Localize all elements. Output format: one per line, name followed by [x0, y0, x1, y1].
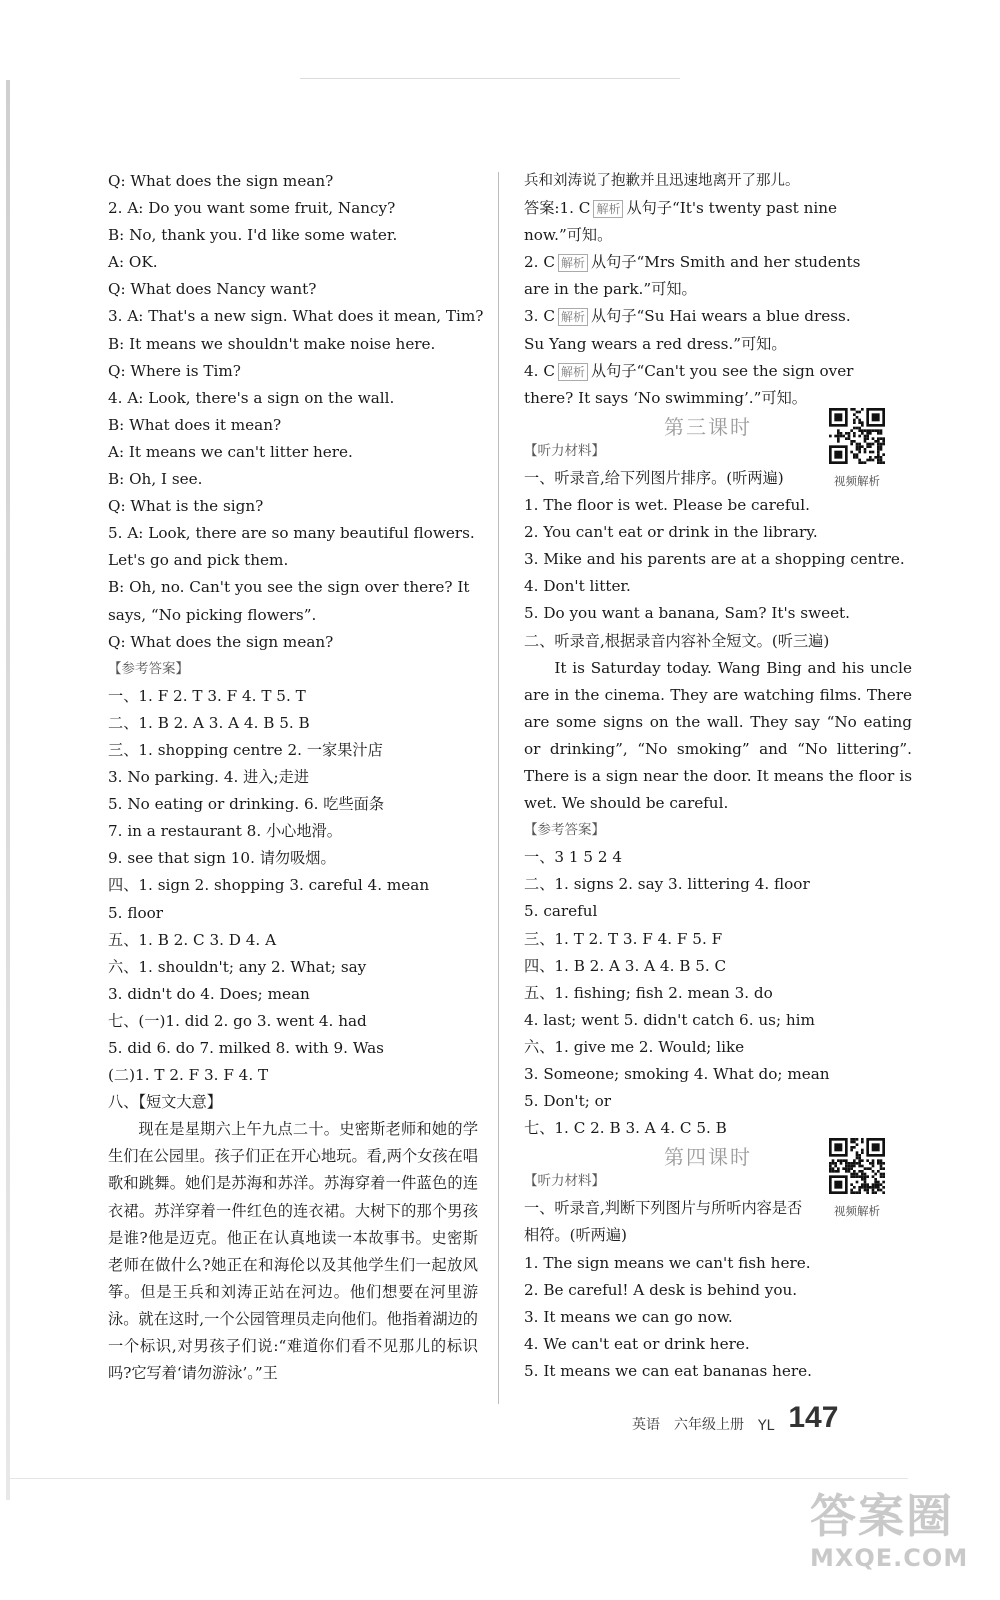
- text-line: now.”可知。: [524, 226, 613, 245]
- text-line: 六、1. shouldn't; any 2. What; say: [108, 957, 367, 976]
- text-line: B: No, thank you. I'd like some water.: [108, 226, 398, 245]
- analysis-tag: 解析: [558, 363, 588, 381]
- answer-number: 答案:1. C: [524, 199, 591, 218]
- text-line: 3. Mike and his parents are at a shopping centre.: [524, 550, 905, 569]
- footer-subject: 英语: [632, 1417, 660, 1433]
- text-line: 5. No eating or drinking. 6. 吃些面条: [108, 795, 385, 814]
- lesson-3-title: 第三课时: [664, 414, 752, 439]
- text-line: 一、听录音,给下列图片排序。(听两遍): [524, 468, 784, 487]
- text-line: Q: What is the sign?: [108, 497, 264, 516]
- text-line: 七、(一)1. did 2. go 3. went 4. had: [108, 1011, 367, 1030]
- text-line: 3. It means we can go now.: [524, 1307, 733, 1326]
- paragraph: 现在是星期六上午九点二十。史密斯老师和她的学生们在公园里。孩子们正在开心地玩。看,两个女孩在唱歌和跳舞。她们是苏海和苏洋。苏海穿着一件蓝色的连衣裙。苏洋穿着一件红色的连衣裙。大树下的那个男孩是谁?他是迈克。他正在认真地读一本故事书。史密斯老师在做什么?她正在和海伦以及其他学生们一起放风筝。但是王兵和刘涛正站在河边。他们想要在河里游泳。就在这时,一个公园管理员走向他们。他指着湖边的一个标识,对男孩子们说:“难道你们看不见那儿的标识吗?它写着‘请勿游泳’。”王: [108, 1120, 478, 1383]
- lesson-4-qr-block[interactable]: [822, 1138, 892, 1219]
- text-line: 五、1. B 2. C 3. D 4. A: [108, 930, 277, 949]
- text-line: 5. careful: [524, 902, 598, 921]
- right-column: [524, 168, 912, 1385]
- page-footer: [632, 1394, 838, 1434]
- text-line: B: Oh, I see.: [108, 470, 203, 489]
- text-line: A: It means we can't litter here.: [108, 442, 353, 461]
- top-rule: [300, 78, 680, 79]
- text-line: 四、1. sign 2. shopping 3. careful 4. mean: [108, 876, 430, 895]
- text-line: Q: Where is Tim?: [108, 361, 241, 380]
- text-line: Let's go and pick them.: [108, 551, 289, 570]
- analysis-tag: 解析: [558, 308, 588, 326]
- text-line: says, “No picking flowers”.: [108, 605, 317, 624]
- answer-line: [524, 303, 912, 330]
- site-watermark: [810, 1488, 980, 1596]
- qr-code-icon[interactable]: [829, 1138, 885, 1194]
- text-line: A: OK.: [108, 253, 158, 272]
- watermark-url: MXQE.COM: [810, 1544, 969, 1572]
- text-line: 9. see that sign 10. 请勿吸烟。: [108, 849, 336, 868]
- text-line: 1. The sign means we can't fish here.: [524, 1253, 811, 1272]
- text-line: 一、听录音,判断下列图片与所听内容是否: [524, 1199, 803, 1218]
- answer-line: [524, 358, 912, 385]
- analysis-text: 从句子“Su Hai wears a blue dress.: [590, 307, 851, 326]
- footer-grade: 六年级上册: [674, 1417, 744, 1433]
- text-line: 3. didn't do 4. Does; mean: [108, 984, 310, 1003]
- page-edge-shadow: [6, 80, 10, 1500]
- text-line: Q: What does the sign mean?: [108, 172, 334, 190]
- lesson-4-title: 第四课时: [664, 1145, 752, 1170]
- footer-edition: YL: [758, 1418, 775, 1434]
- text-line: 七、1. C 2. B 3. A 4. C 5. B: [524, 1119, 727, 1138]
- text-line: B: What does it mean?: [108, 415, 282, 434]
- text-line: 7. in a restaurant 8. 小心地滑。: [108, 822, 342, 841]
- text-line: 兵和刘涛说了抱歉并且迅速地离开了那儿。: [524, 173, 800, 189]
- text-line: 1. The floor is wet. Please be careful.: [524, 496, 810, 515]
- text-line: 4. We can't eat or drink here.: [524, 1334, 750, 1353]
- analysis-text: 从句子“Can't you see the sign over: [590, 361, 854, 380]
- text-line: Q: What does Nancy want?: [108, 280, 317, 299]
- text-line: 一、1. F 2. T 3. F 4. T 5. T: [108, 686, 306, 705]
- qr-label: 视频解析: [834, 1204, 880, 1219]
- lesson-3-qr-block[interactable]: [822, 408, 892, 489]
- answer-number: 4. C: [524, 361, 555, 380]
- right-top-section: [524, 168, 912, 412]
- text-line: (二)1. T 2. F 3. F 4. T: [108, 1066, 269, 1085]
- text-line: 六、1. give me 2. Would; like: [524, 1037, 745, 1056]
- text-line: 八、【短文大意】: [108, 1093, 222, 1112]
- analysis-tag: 解析: [558, 254, 588, 272]
- section-label: 【听力材料】: [524, 442, 605, 459]
- text-line: 二、1. B 2. A 3. A 4. B 5. B: [108, 713, 310, 732]
- left-column: [108, 168, 484, 1387]
- text-line: 5. floor: [108, 903, 163, 922]
- text-line: 四、1. B 2. A 3. A 4. B 5. C: [524, 956, 727, 975]
- column-divider: [498, 172, 499, 1404]
- text-line: 三、1. T 2. T 3. F 4. F 5. F: [524, 929, 723, 948]
- text-line: 5. A: Look, there are so many beautiful flowers.: [108, 524, 475, 543]
- text-line: B: It means we shouldn't make noise here.: [108, 334, 436, 353]
- analysis-tag: 解析: [593, 200, 623, 218]
- lesson-3-content: [524, 438, 912, 1142]
- text-line: B: Oh, no. Can't you see the sign over there? It: [108, 578, 470, 597]
- text-line: 5. Don't; or: [524, 1092, 612, 1111]
- qr-label: 视频解析: [834, 473, 880, 488]
- text-line: 5. Do you want a banana, Sam? It's sweet.: [524, 604, 850, 623]
- text-line: 3. A: That's a new sign. What does it mean, Tim?: [108, 307, 484, 326]
- paragraph: It is Saturday today. Wang Bing and his uncle are in the cinema. They are watching films. There are some signs on the wall. They say “No eating or drinking”, “No smoking” and “No littering”. There is a sign near the door. It means the floor is wet. We should be careful.: [524, 658, 912, 813]
- text-line: are in the park.”可知。: [524, 280, 697, 299]
- bottom-rule: [8, 1478, 908, 1479]
- section-label: 【听力材料】: [524, 1173, 605, 1190]
- text-line: 4. last; went 5. didn't catch 6. us; him: [524, 1010, 815, 1029]
- text-line: 4. A: Look, there's a sign on the wall.: [108, 388, 395, 407]
- text-line: 2. You can't eat or drink in the library.: [524, 523, 818, 542]
- answer-number: 2. C: [524, 253, 555, 272]
- text-line: 相符。(听两遍): [524, 1226, 627, 1245]
- text-line: 二、1. signs 2. say 3. littering 4. floor: [524, 875, 810, 894]
- text-line: 3. Someone; smoking 4. What do; mean: [524, 1065, 830, 1083]
- section-label: 【参考答案】: [108, 660, 189, 677]
- answer-number: 3. C: [524, 307, 555, 326]
- text-line: 五、1. fishing; fish 2. mean 3. do: [524, 983, 773, 1002]
- section-label: 【参考答案】: [524, 822, 605, 839]
- text-line: Su Yang wears a red dress.”可知。: [524, 334, 787, 353]
- text-line: 5. did 6. do 7. milked 8. with 9. Was: [108, 1039, 384, 1057]
- text-line: there? It says ‘No swimming’.”可知。: [524, 388, 807, 407]
- qr-code-icon[interactable]: [829, 408, 885, 464]
- analysis-text: 从句子“Mrs Smith and her students: [590, 253, 861, 272]
- page-number: 147: [788, 1401, 839, 1434]
- analysis-text: 从句子“It's twenty past nine: [626, 199, 837, 218]
- watermark-logo: 答案圈: [810, 1489, 954, 1543]
- text-line: 3. No parking. 4. 进入;走进: [108, 768, 310, 787]
- text-line: 三、1. shopping centre 2. 一家果汁店: [108, 740, 383, 759]
- answer-line: [524, 195, 912, 222]
- text-line: 二、听录音,根据录音内容补全短文。(听三遍): [524, 631, 830, 650]
- text-line: 一、3 1 5 2 4: [524, 848, 622, 867]
- text-line: 4. Don't litter.: [524, 577, 631, 596]
- text-line: 5. It means we can eat bananas here.: [524, 1361, 812, 1380]
- answer-line: [524, 249, 912, 276]
- text-line: 2. A: Do you want some fruit, Nancy?: [108, 199, 396, 218]
- text-line: Q: What does the sign mean?: [108, 632, 334, 651]
- text-line: 2. Be careful! A desk is behind you.: [524, 1280, 798, 1299]
